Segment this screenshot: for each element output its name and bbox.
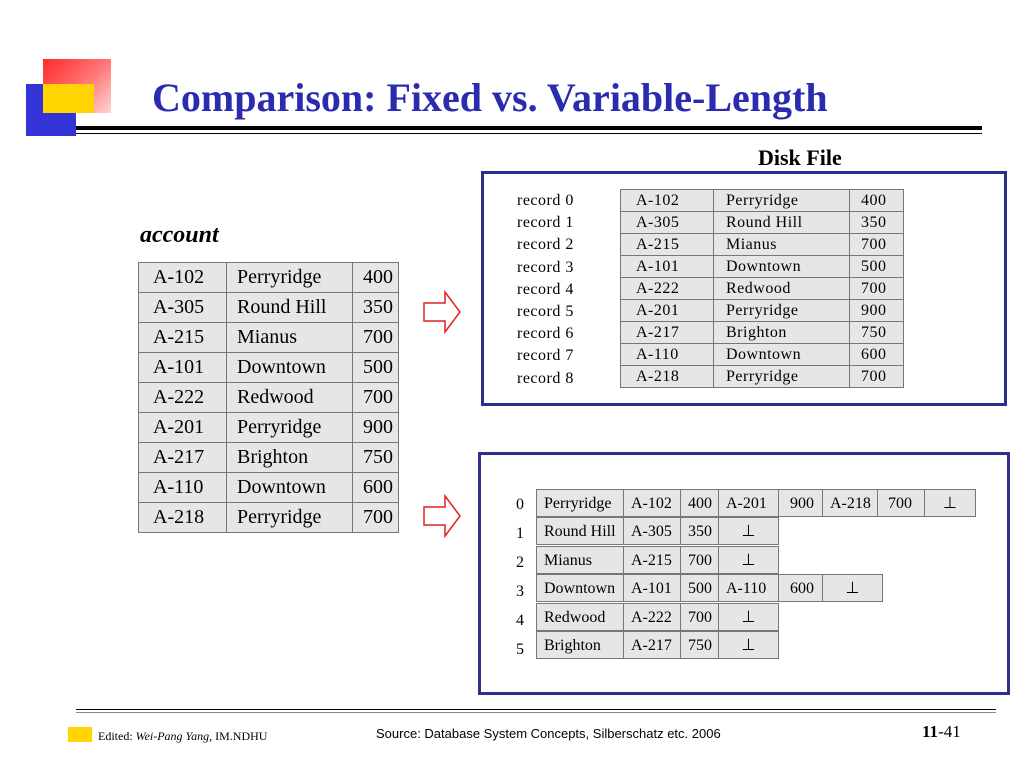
row-number: 5	[516, 641, 524, 658]
record-cell: Mianus	[536, 546, 624, 574]
table-cell: A-218	[621, 366, 714, 388]
table-cell: 900	[850, 300, 904, 322]
table-cell: Brighton	[714, 322, 850, 344]
account-label: account	[140, 222, 219, 248]
title-rule-thin	[76, 133, 982, 134]
record-cell: Downtown	[536, 574, 624, 602]
record-cell: Brighton	[536, 631, 624, 659]
table-cell: A-201	[621, 300, 714, 322]
table-cell: 350	[353, 293, 399, 323]
record-label: record 1	[517, 214, 574, 232]
table-row	[621, 212, 904, 234]
table-cell: 700	[353, 323, 399, 353]
null-pointer-cell: ⊥	[924, 489, 976, 517]
record-cell: 500	[680, 574, 719, 602]
record-cell: 400	[680, 489, 719, 517]
record-label: record 2	[517, 236, 574, 254]
record-cell: A-201	[718, 489, 779, 517]
record-cell: 350	[680, 517, 719, 545]
table-row	[621, 278, 904, 300]
table-cell: Round Hill	[227, 293, 353, 323]
variable-record	[536, 517, 779, 545]
arrow-right-icon	[423, 494, 461, 538]
table-cell: A-101	[621, 256, 714, 278]
record-label: record 7	[517, 347, 574, 365]
table-cell: Downtown	[227, 473, 353, 503]
table-cell: A-201	[139, 413, 227, 443]
table-row	[139, 353, 399, 383]
record-cell: 750	[680, 631, 719, 659]
table-cell: Mianus	[714, 234, 850, 256]
table-cell: A-215	[139, 323, 227, 353]
table-cell: A-102	[621, 190, 714, 212]
null-pointer-cell: ⊥	[718, 546, 779, 574]
page-number	[922, 722, 961, 742]
record-cell: A-102	[623, 489, 681, 517]
variable-record	[536, 574, 883, 602]
chapter-number: 11	[922, 722, 939, 741]
record-cell: Redwood	[536, 603, 624, 631]
table-row	[139, 383, 399, 413]
page-index: -41	[938, 722, 961, 741]
table-cell: A-215	[621, 234, 714, 256]
table-cell: A-110	[621, 344, 714, 366]
edited-prefix: Edited:	[98, 729, 133, 743]
variable-record	[536, 603, 779, 631]
record-label: record 0	[517, 192, 574, 209]
record-label: record 6	[517, 325, 574, 343]
table-row	[139, 473, 399, 503]
table-row	[139, 443, 399, 473]
table-cell: 700	[850, 234, 904, 256]
logo-yellow-square	[43, 84, 94, 113]
table-cell: Downtown	[714, 256, 850, 278]
table-cell: Downtown	[714, 344, 850, 366]
table-cell: 600	[850, 344, 904, 366]
record-cell: Perryridge	[536, 489, 624, 517]
table-row	[139, 413, 399, 443]
row-number: 1	[516, 525, 524, 542]
table-row	[139, 293, 399, 323]
table-cell: Perryridge	[714, 300, 850, 322]
table-cell: Perryridge	[227, 263, 353, 293]
table-cell: Perryridge	[227, 503, 353, 533]
record-label: record 5	[517, 302, 574, 320]
table-row	[139, 263, 399, 293]
table-cell: Redwood	[227, 383, 353, 413]
table-cell: 600	[353, 473, 399, 503]
footer-rule	[76, 709, 996, 710]
record-label: record 3	[517, 258, 574, 276]
table-cell: A-305	[621, 212, 714, 234]
record-cell: A-222	[623, 603, 681, 631]
record-cell: 900	[778, 489, 823, 517]
table-cell: A-110	[139, 473, 227, 503]
table-cell: A-217	[621, 322, 714, 344]
table-row	[621, 234, 904, 256]
footer-logo-square	[68, 727, 92, 742]
footer-rule-thin	[76, 712, 996, 713]
table-cell: A-305	[139, 293, 227, 323]
null-pointer-cell: ⊥	[718, 631, 779, 659]
table-cell: Brighton	[227, 443, 353, 473]
table-cell: A-101	[139, 353, 227, 383]
table-cell: A-222	[139, 383, 227, 413]
table-cell: 700	[353, 383, 399, 413]
variable-record	[536, 631, 779, 659]
record-cell: 700	[680, 603, 719, 631]
table-row	[139, 503, 399, 533]
table-cell: 900	[353, 413, 399, 443]
record-label: record 4	[517, 280, 574, 298]
table-cell: Perryridge	[714, 366, 850, 388]
footer-edited	[98, 729, 267, 744]
table-row	[621, 300, 904, 322]
table-row	[621, 344, 904, 366]
table-cell: 400	[850, 190, 904, 212]
table-row	[621, 366, 904, 388]
table-row	[621, 256, 904, 278]
null-pointer-cell: ⊥	[822, 574, 883, 602]
table-cell: Mianus	[227, 323, 353, 353]
row-number: 3	[516, 583, 524, 600]
table-cell: 500	[850, 256, 904, 278]
fixed-length-table	[620, 189, 904, 388]
table-cell: 700	[850, 278, 904, 300]
account-table	[138, 262, 399, 533]
affiliation: IM.NDHU	[215, 729, 268, 743]
record-cell: 700	[877, 489, 925, 517]
table-cell: 350	[850, 212, 904, 234]
table-cell: Downtown	[227, 353, 353, 383]
table-cell: 400	[353, 263, 399, 293]
table-cell: 750	[850, 322, 904, 344]
record-cell: A-305	[623, 517, 681, 545]
table-cell: A-222	[621, 278, 714, 300]
record-cell: 600	[778, 574, 823, 602]
record-cell: A-110	[718, 574, 779, 602]
variable-record	[536, 489, 976, 517]
variable-row-numbers	[516, 490, 524, 664]
table-cell: 500	[353, 353, 399, 383]
table-row	[139, 323, 399, 353]
editor-name: Wei-Pang Yang,	[135, 729, 213, 743]
table-cell: 750	[353, 443, 399, 473]
table-cell: 700	[850, 366, 904, 388]
arrow-right-icon	[423, 290, 461, 334]
row-number: 4	[516, 612, 524, 629]
null-pointer-cell: ⊥	[718, 603, 779, 631]
record-cell: Round Hill	[536, 517, 624, 545]
table-cell: Perryridge	[227, 413, 353, 443]
variable-record	[536, 546, 779, 574]
record-cell: A-215	[623, 546, 681, 574]
table-cell: A-102	[139, 263, 227, 293]
table-row	[621, 190, 904, 212]
record-cell: A-101	[623, 574, 681, 602]
footer-source: Source: Database System Concepts, Silberschatz etc. 2006	[376, 726, 721, 741]
disk-file-label: Disk File	[758, 145, 842, 170]
record-label: record 8	[517, 369, 574, 387]
row-number: 2	[516, 554, 524, 571]
title-rule	[76, 126, 982, 130]
null-pointer-cell: ⊥	[718, 517, 779, 545]
row-number: 0	[516, 496, 524, 513]
record-cell: 700	[680, 546, 719, 574]
record-cell: A-218	[822, 489, 878, 517]
table-cell: Round Hill	[714, 212, 850, 234]
table-cell: 700	[353, 503, 399, 533]
table-cell: Redwood	[714, 278, 850, 300]
record-label-list	[517, 190, 574, 390]
table-cell: Perryridge	[714, 190, 850, 212]
record-cell: A-217	[623, 631, 681, 659]
table-cell: A-218	[139, 503, 227, 533]
table-cell: A-217	[139, 443, 227, 473]
table-row	[621, 322, 904, 344]
slide-title: Comparison: Fixed vs. Variable-Length	[152, 75, 828, 120]
